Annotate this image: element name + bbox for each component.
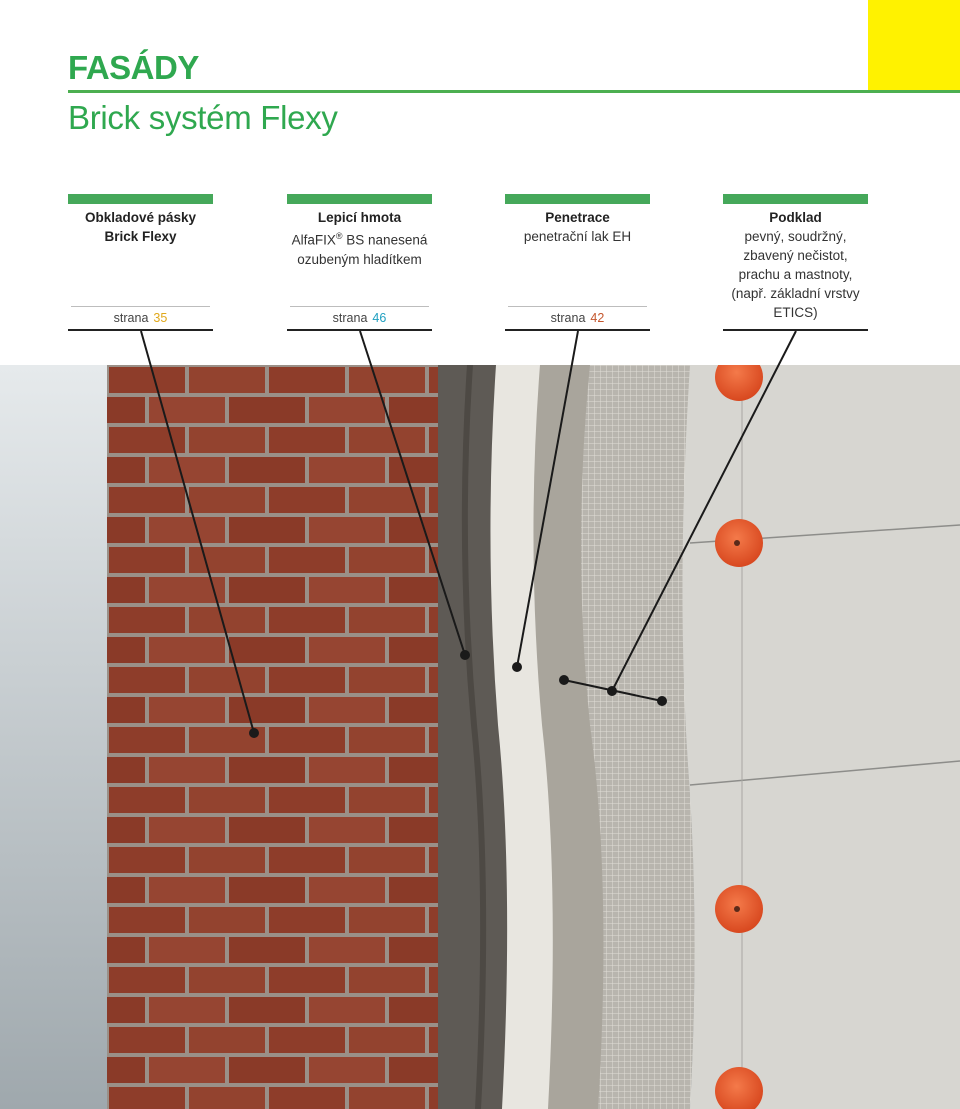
- callout-primer: [505, 194, 650, 331]
- callout-line: ozubeným hladítkem: [297, 251, 422, 267]
- callout-line-rest: BS nanesená: [342, 232, 428, 248]
- brand-name: AlfaFIX: [291, 232, 336, 248]
- page-number: 42: [590, 311, 605, 325]
- page-number: 46: [372, 311, 387, 325]
- callout-line: penetrační lak EH: [523, 229, 632, 244]
- callout-line: pevný, soudržný,: [744, 229, 847, 244]
- callout-bar: [68, 194, 213, 204]
- substrate-layer: [680, 365, 960, 1109]
- callout-heading: Penetrace: [545, 210, 610, 225]
- page-reference: [290, 306, 429, 326]
- registered-mark: ®: [335, 231, 343, 241]
- callout-brick-strips: [68, 194, 213, 331]
- callout-line: zbavený nečistot,: [743, 248, 848, 263]
- section-heading: FASÁDY: [68, 49, 199, 86]
- callout-line: (např. základní vrstvy: [731, 286, 860, 301]
- callout-line: [287, 227, 432, 250]
- callout-heading: Podklad: [769, 210, 822, 225]
- callout-substrate: [723, 194, 868, 331]
- callout-heading: Obkladové pásky: [84, 210, 197, 225]
- wall-layers-illustration: [0, 365, 960, 1109]
- callout-bar: [723, 194, 868, 204]
- page-reference: [71, 306, 210, 326]
- callout-line: prachu a mastnoty,: [738, 267, 853, 282]
- page-label: strana: [550, 311, 586, 325]
- callout-line: Brick Flexy: [104, 229, 177, 244]
- header-rule: [68, 90, 960, 93]
- callout-adhesive: [287, 194, 432, 331]
- page-reference: [508, 306, 647, 326]
- brick-strips-layer: [107, 365, 438, 1109]
- yellow-corner-block: [868, 0, 960, 91]
- callout-bar: [287, 194, 432, 204]
- page-label: strana: [113, 311, 149, 325]
- callout-line: ETICS): [773, 305, 818, 320]
- callout-heading: Lepicí hmota: [317, 210, 402, 225]
- page-title: Brick systém Flexy: [68, 99, 338, 136]
- callout-bar: [505, 194, 650, 204]
- page-label: strana: [332, 311, 368, 325]
- page-number: 35: [153, 311, 168, 325]
